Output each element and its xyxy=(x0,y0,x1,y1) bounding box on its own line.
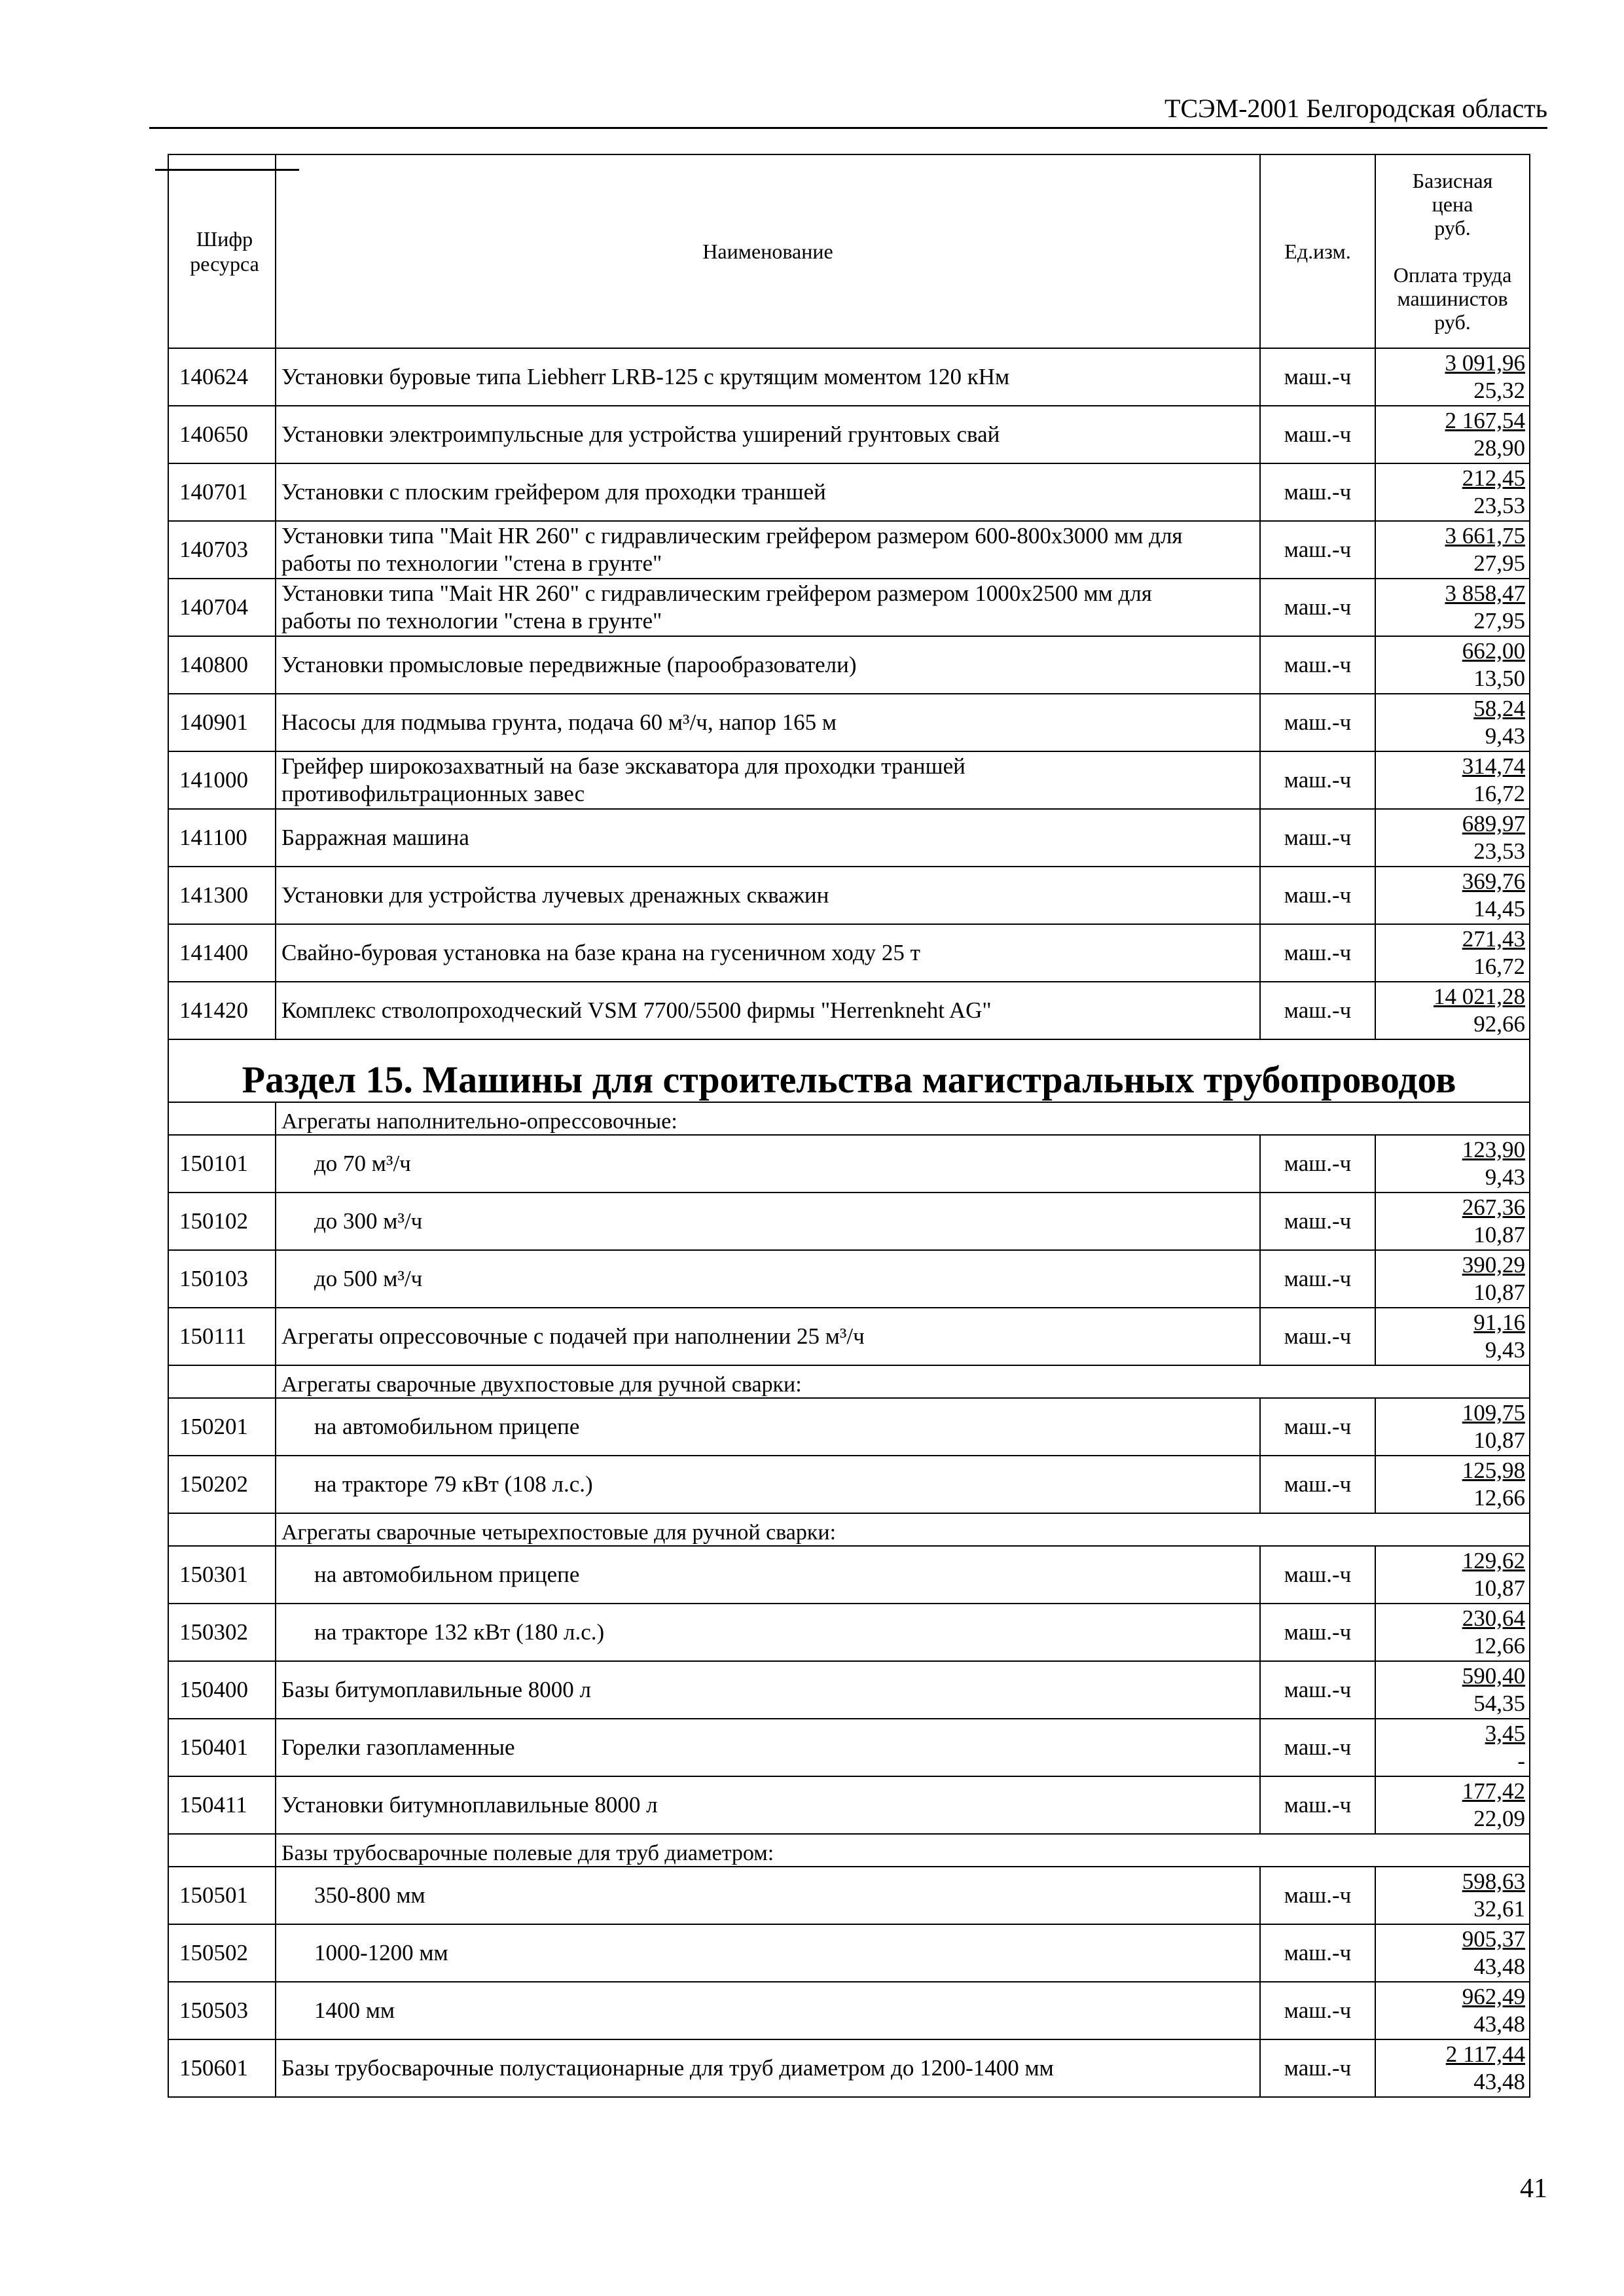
page-number: 41 xyxy=(1520,2174,1547,2204)
unit: маш.-ч xyxy=(1260,1924,1375,1982)
unit: маш.-ч xyxy=(1260,924,1375,982)
price-cell xyxy=(1375,579,1530,636)
column-header-unit: Ед.изм. xyxy=(1260,154,1375,348)
column-header-name: Наименование xyxy=(276,154,1260,348)
table-row xyxy=(168,867,1530,924)
group-heading: Агрегаты наполнительно-опрессовочные: xyxy=(276,1102,1530,1135)
group-heading-row xyxy=(168,1102,1530,1135)
group-code-empty xyxy=(168,1513,276,1546)
unit: маш.-ч xyxy=(1260,809,1375,867)
base-price: 271,43 xyxy=(1462,926,1525,952)
price-cell xyxy=(1375,1398,1530,1456)
resource-name-line: на автомобильном прицепе xyxy=(314,1562,580,1587)
price-cell xyxy=(1375,521,1530,579)
resource-name-line: Грейфер широкозахватный на базе экскаватора для проходки траншей xyxy=(281,753,965,779)
resource-name xyxy=(276,1604,1260,1661)
resource-code: 150301 xyxy=(168,1546,276,1604)
resource-code: 141100 xyxy=(168,809,276,867)
table-row xyxy=(168,1193,1530,1250)
column-header-price xyxy=(1375,154,1530,348)
resource-name-line: до 500 м³/ч xyxy=(314,1266,423,1291)
unit: маш.-ч xyxy=(1260,1867,1375,1924)
resource-code: 140624 xyxy=(168,348,276,406)
resource-name xyxy=(276,521,1260,579)
group-heading-row xyxy=(168,1834,1530,1867)
resource-code: 150103 xyxy=(168,1250,276,1308)
price-cell xyxy=(1375,1308,1530,1365)
operator-labor-cost: 12,66 xyxy=(1473,1633,1525,1659)
table-header-row xyxy=(168,154,1530,348)
operator-labor-cost: 28,90 xyxy=(1473,435,1525,461)
code-header-line2: ресурса xyxy=(190,252,259,276)
resource-name xyxy=(276,982,1260,1039)
price-cell xyxy=(1375,982,1530,1039)
operator-labor-cost: 32,61 xyxy=(1473,1896,1525,1922)
price-cell xyxy=(1375,1135,1530,1193)
operator-labor-cost: 43,48 xyxy=(1473,2069,1525,2094)
table-row xyxy=(168,1456,1530,1513)
group-code-empty xyxy=(168,1834,276,1867)
base-price: 91,16 xyxy=(1473,1310,1525,1335)
unit: маш.-ч xyxy=(1260,1546,1375,1604)
group-heading: Агрегаты сварочные четырехпостовые для ручной сварки: xyxy=(276,1513,1530,1546)
price-cell xyxy=(1375,1661,1530,1719)
table-row xyxy=(168,406,1530,463)
operator-labor-cost: 16,72 xyxy=(1473,954,1525,979)
resource-price-table xyxy=(168,154,1530,2098)
resource-name xyxy=(276,1546,1260,1604)
group-code-empty xyxy=(168,1102,276,1135)
resource-name-line: Насосы для подмыва грунта, подача 60 м³/ч, напор 165 м xyxy=(281,709,837,735)
operator-labor-cost: 9,43 xyxy=(1485,1337,1525,1363)
resource-name xyxy=(276,579,1260,636)
resource-code: 150202 xyxy=(168,1456,276,1513)
resource-code: 150411 xyxy=(168,1776,276,1834)
section-heading: Раздел 15. Машины для строительства магистральных трубопроводов xyxy=(168,1039,1530,1102)
operator-labor-cost: 9,43 xyxy=(1485,723,1525,749)
base-price: 662,00 xyxy=(1462,638,1525,664)
resource-name xyxy=(276,809,1260,867)
base-price: 230,64 xyxy=(1462,1605,1525,1631)
price-cell xyxy=(1375,1250,1530,1308)
operator-labor-cost: 54,35 xyxy=(1473,1691,1525,1716)
resource-name-line: Установки типа "Mait HR 260" с гидравлическим грейфером размером 1000х2500 мм для xyxy=(281,581,1152,606)
resource-name-line: Базы битумоплавильные 8000 л xyxy=(281,1677,591,1702)
unit: маш.-ч xyxy=(1260,1604,1375,1661)
column-header-code xyxy=(168,154,276,348)
table-row xyxy=(168,1604,1530,1661)
base-price: 177,42 xyxy=(1462,1778,1525,1804)
table-row xyxy=(168,1308,1530,1365)
resource-name xyxy=(276,1456,1260,1513)
header-rule xyxy=(149,127,1547,129)
resource-name xyxy=(276,694,1260,751)
price-cell xyxy=(1375,1867,1530,1924)
unit: маш.-ч xyxy=(1260,1135,1375,1193)
operator-labor-cost: 10,87 xyxy=(1473,1427,1525,1453)
resource-code: 150111 xyxy=(168,1308,276,1365)
operator-labor-cost: 13,50 xyxy=(1473,666,1525,691)
resource-name xyxy=(276,1867,1260,1924)
operator-labor-cost: 43,48 xyxy=(1473,1954,1525,1979)
operator-labor-cost: 9,43 xyxy=(1485,1164,1525,1190)
price-cell xyxy=(1375,1719,1530,1776)
price-cell xyxy=(1375,2039,1530,2097)
resource-code: 141420 xyxy=(168,982,276,1039)
resource-name-line: работы по технологии "стена в грунте" xyxy=(281,608,662,634)
unit: маш.-ч xyxy=(1260,2039,1375,2097)
operator-labor-cost: 23,53 xyxy=(1473,838,1525,864)
price-cell xyxy=(1375,1604,1530,1661)
unit: маш.-ч xyxy=(1260,1398,1375,1456)
resource-name-line: на тракторе 132 кВт (180 л.с.) xyxy=(314,1619,605,1645)
unit: маш.-ч xyxy=(1260,348,1375,406)
price-cell xyxy=(1375,809,1530,867)
resource-name xyxy=(276,1982,1260,2039)
base-price: 390,29 xyxy=(1462,1252,1525,1278)
resource-code: 140704 xyxy=(168,579,276,636)
group-heading: Агрегаты сварочные двухпостовые для ручной сварки: xyxy=(276,1365,1530,1398)
resource-name xyxy=(276,2039,1260,2097)
base-price: 14 021,28 xyxy=(1434,984,1525,1009)
group-heading-row xyxy=(168,1365,1530,1398)
price-header-line1: Базисная xyxy=(1412,169,1493,192)
table-row xyxy=(168,1135,1530,1193)
resource-name-line: Установки промысловые передвижные (парообразователи) xyxy=(281,652,857,677)
price-cell xyxy=(1375,406,1530,463)
resource-name xyxy=(276,463,1260,521)
price-cell xyxy=(1375,1776,1530,1834)
base-price: 3 661,75 xyxy=(1445,523,1525,548)
operator-labor-cost: 12,66 xyxy=(1473,1485,1525,1511)
unit: маш.-ч xyxy=(1260,1250,1375,1308)
resource-name-line: до 300 м³/ч xyxy=(314,1208,423,1234)
price-header-line3: руб. xyxy=(1434,216,1471,240)
table-row xyxy=(168,982,1530,1039)
base-price: 267,36 xyxy=(1462,1194,1525,1220)
resource-code: 141400 xyxy=(168,924,276,982)
labor-header-line3: руб. xyxy=(1434,310,1471,334)
operator-labor-cost: 16,72 xyxy=(1473,781,1525,806)
resource-name-line: Горелки газопламенные xyxy=(281,1734,515,1760)
resource-name xyxy=(276,867,1260,924)
unit: маш.-ч xyxy=(1260,751,1375,809)
base-price: 590,40 xyxy=(1462,1663,1525,1689)
base-price: 314,74 xyxy=(1462,753,1525,779)
unit: маш.-ч xyxy=(1260,867,1375,924)
resource-name-line: Установки для устройства лучевых дренажных скважин xyxy=(281,882,829,908)
price-cell xyxy=(1375,1982,1530,2039)
price-cell xyxy=(1375,751,1530,809)
base-price: 212,45 xyxy=(1462,465,1525,491)
table-row xyxy=(168,694,1530,751)
resource-name-line: Установки буровые типа Liebherr LRB-125 с крутящим моментом 120 кНм xyxy=(281,364,1010,389)
resource-name xyxy=(276,1135,1260,1193)
base-price: 962,49 xyxy=(1462,1984,1525,2009)
resource-code: 140800 xyxy=(168,636,276,694)
unit: маш.-ч xyxy=(1260,636,1375,694)
operator-labor-cost: 10,87 xyxy=(1473,1280,1525,1305)
base-price: 3,45 xyxy=(1485,1721,1525,1746)
resource-code: 150101 xyxy=(168,1135,276,1193)
resource-name xyxy=(276,1398,1260,1456)
table-row xyxy=(168,809,1530,867)
base-price: 2 117,44 xyxy=(1445,2041,1525,2067)
resource-name xyxy=(276,1308,1260,1365)
unit: маш.-ч xyxy=(1260,1308,1375,1365)
table-row xyxy=(168,751,1530,809)
operator-labor-cost: - xyxy=(1517,1748,1525,1774)
operator-labor-cost: 92,66 xyxy=(1473,1011,1525,1037)
resource-name-line: на автомобильном прицепе xyxy=(314,1414,580,1439)
resource-name xyxy=(276,1193,1260,1250)
resource-code: 141000 xyxy=(168,751,276,809)
unit: маш.-ч xyxy=(1260,1776,1375,1834)
labor-header-line1: Оплата труда xyxy=(1393,263,1512,287)
page-header-title: ТСЭМ-2001 Белгородская область xyxy=(1164,94,1547,123)
resource-code: 150102 xyxy=(168,1193,276,1250)
unit: маш.-ч xyxy=(1260,406,1375,463)
operator-labor-cost: 22,09 xyxy=(1473,1806,1525,1831)
resource-name-line: Установки битумноплавильные 8000 л xyxy=(281,1792,658,1818)
resource-name-line: 1400 мм xyxy=(314,1998,395,2023)
unit: маш.-ч xyxy=(1260,463,1375,521)
base-price: 689,97 xyxy=(1462,811,1525,836)
resource-code: 150601 xyxy=(168,2039,276,2097)
resource-code: 150501 xyxy=(168,1867,276,1924)
base-price: 58,24 xyxy=(1473,696,1525,721)
resource-name-line: Установки типа "Mait HR 260" с гидравлическим грейфером размером 600-800х3000 мм для xyxy=(281,523,1183,548)
group-heading: Базы трубосварочные полевые для труб диаметром: xyxy=(276,1834,1530,1867)
resource-name xyxy=(276,1250,1260,1308)
table-body xyxy=(168,348,1530,2097)
resource-code: 150400 xyxy=(168,1661,276,1719)
table-row xyxy=(168,348,1530,406)
resource-name-line: Установки с плоским грейфером для проходки траншей xyxy=(281,479,826,505)
resource-code: 141300 xyxy=(168,867,276,924)
resource-name xyxy=(276,751,1260,809)
operator-labor-cost: 14,45 xyxy=(1473,896,1525,922)
resource-name-line: Установки электроимпульсные для устройства уширений грунтовых свай xyxy=(281,422,1000,447)
base-price: 125,98 xyxy=(1462,1458,1525,1483)
table-row xyxy=(168,1398,1530,1456)
unit: маш.-ч xyxy=(1260,1661,1375,1719)
code-header-line1: Шифр xyxy=(196,227,253,251)
resource-name xyxy=(276,636,1260,694)
resource-code: 150401 xyxy=(168,1719,276,1776)
resource-code: 150201 xyxy=(168,1398,276,1456)
resource-name xyxy=(276,1719,1260,1776)
resource-name xyxy=(276,1924,1260,1982)
table-row xyxy=(168,1546,1530,1604)
price-cell xyxy=(1375,694,1530,751)
operator-labor-cost: 23,53 xyxy=(1473,493,1525,518)
table-row xyxy=(168,1661,1530,1719)
resource-code: 140901 xyxy=(168,694,276,751)
table-row xyxy=(168,1776,1530,1834)
base-price: 598,63 xyxy=(1462,1869,1525,1894)
price-cell xyxy=(1375,1924,1530,1982)
resource-name-line: Базы трубосварочные полустационарные для труб диаметром до 1200-1400 мм xyxy=(281,2055,1054,2081)
resource-name xyxy=(276,348,1260,406)
resource-name-line: Агрегаты опрессовочные с подачей при наполнении 25 м³/ч xyxy=(281,1323,865,1349)
unit: маш.-ч xyxy=(1260,521,1375,579)
group-heading-row xyxy=(168,1513,1530,1546)
table-row xyxy=(168,2039,1530,2097)
labor-header-line2: машинистов xyxy=(1397,287,1508,310)
unit: маш.-ч xyxy=(1260,1719,1375,1776)
table-row xyxy=(168,521,1530,579)
price-cell xyxy=(1375,636,1530,694)
price-cell xyxy=(1375,348,1530,406)
price-cell xyxy=(1375,1546,1530,1604)
base-price: 3 091,96 xyxy=(1445,350,1525,376)
table-row xyxy=(168,924,1530,982)
table-row xyxy=(168,463,1530,521)
resource-name-line: Комплекс стволопроходческий VSM 7700/5500 фирмы "Herrenkneht AG" xyxy=(281,997,992,1023)
operator-labor-cost: 27,95 xyxy=(1473,550,1525,576)
unit: маш.-ч xyxy=(1260,1193,1375,1250)
resource-name-line: Свайно-буровая установка на базе крана на гусеничном ходу 25 т xyxy=(281,940,920,965)
price-cell xyxy=(1375,463,1530,521)
resource-name-line: до 70 м³/ч xyxy=(314,1151,411,1176)
base-price: 129,62 xyxy=(1462,1548,1525,1573)
resource-code: 140650 xyxy=(168,406,276,463)
price-cell xyxy=(1375,1456,1530,1513)
resource-name-line: на тракторе 79 кВт (108 л.с.) xyxy=(314,1471,593,1497)
price-cell xyxy=(1375,1193,1530,1250)
resource-code: 150503 xyxy=(168,1982,276,2039)
operator-labor-cost: 43,48 xyxy=(1473,2011,1525,2037)
resource-name-line: Барражная машина xyxy=(281,825,469,850)
section-heading-row xyxy=(168,1039,1530,1102)
resource-name xyxy=(276,1776,1260,1834)
base-price: 123,90 xyxy=(1462,1137,1525,1162)
resource-code: 150302 xyxy=(168,1604,276,1661)
resource-name xyxy=(276,1661,1260,1719)
price-cell xyxy=(1375,867,1530,924)
table-row xyxy=(168,1250,1530,1308)
operator-labor-cost: 10,87 xyxy=(1473,1575,1525,1601)
resource-code: 140701 xyxy=(168,463,276,521)
base-price: 109,75 xyxy=(1462,1400,1525,1426)
resource-name-line: 350-800 мм xyxy=(314,1882,425,1908)
operator-labor-cost: 27,95 xyxy=(1473,608,1525,634)
table-row xyxy=(168,1982,1530,2039)
resource-name xyxy=(276,924,1260,982)
resource-name-line: работы по технологии "стена в грунте" xyxy=(281,550,662,576)
base-price: 2 167,54 xyxy=(1445,408,1525,433)
unit: маш.-ч xyxy=(1260,982,1375,1039)
table-row xyxy=(168,636,1530,694)
table-row xyxy=(168,1924,1530,1982)
price-cell xyxy=(1375,924,1530,982)
resource-code: 150502 xyxy=(168,1924,276,1982)
table-row xyxy=(168,579,1530,636)
unit: маш.-ч xyxy=(1260,694,1375,751)
base-price: 3 858,47 xyxy=(1445,581,1525,606)
operator-labor-cost: 10,87 xyxy=(1473,1222,1525,1247)
table-row xyxy=(168,1867,1530,1924)
unit: маш.-ч xyxy=(1260,579,1375,636)
unit: маш.-ч xyxy=(1260,1456,1375,1513)
table-row xyxy=(168,1719,1530,1776)
resource-name xyxy=(276,406,1260,463)
resource-code: 140703 xyxy=(168,521,276,579)
price-header-line2: цена xyxy=(1432,192,1473,216)
group-code-empty xyxy=(168,1365,276,1398)
resource-name-line: противофильтрационных завес xyxy=(281,781,585,806)
base-price: 905,37 xyxy=(1462,1926,1525,1952)
unit: маш.-ч xyxy=(1260,1982,1375,2039)
resource-name-line: 1000-1200 мм xyxy=(314,1940,448,1965)
base-price: 369,76 xyxy=(1462,869,1525,894)
operator-labor-cost: 25,32 xyxy=(1473,378,1525,403)
